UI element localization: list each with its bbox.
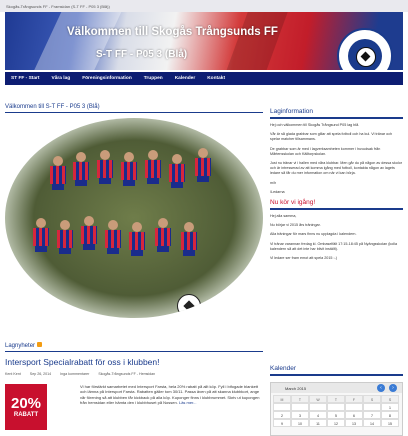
calendar-grid: [273, 395, 400, 427]
calendar-day[interactable]: [363, 403, 381, 411]
info-paragraph: Hej och välkommen till Skogås Trångsund P05 lag blå.: [270, 123, 360, 127]
site-banner: [5, 12, 403, 70]
calendar-day[interactable]: 12: [327, 419, 345, 427]
news-meta: [5, 372, 263, 376]
club-logo[interactable]: [337, 28, 393, 70]
news-paragraph: Vi tränar varannan fredag kl. Ombaselfält 17:15-18:45 på Nyängsskolan (kolla kalendern så att det inte har blivit inställt).: [270, 241, 398, 251]
calendar-weekday-row: [273, 395, 400, 403]
team-news-label: Lagnyheter: [5, 343, 36, 349]
sidebar: [270, 108, 403, 265]
sidebar-info-text: [270, 123, 403, 195]
news-article-title[interactable]: Intersport Specialrabatt för oss i klubben!: [5, 357, 160, 367]
weekday-label: F: [345, 395, 363, 403]
nav-item-vara-lag[interactable]: Våra lag: [51, 76, 71, 81]
sidebar-news-heading[interactable]: Nu kör vi igång!: [270, 199, 403, 210]
football-icon: [177, 294, 201, 318]
promo-percent: 20%: [10, 395, 42, 412]
calendar-next-icon[interactable]: ›: [389, 384, 397, 392]
calendar-prev-icon[interactable]: ‹: [377, 384, 385, 392]
flag-fold-highlight: [24, 12, 126, 70]
browser-tab-strip: [0, 0, 408, 12]
football-icon: [356, 47, 376, 67]
calendar-day[interactable]: 4: [309, 411, 327, 419]
intersport-promo-image[interactable]: [5, 384, 47, 430]
calendar-day[interactable]: 6: [345, 411, 363, 419]
weekday-label: M: [273, 395, 291, 403]
calendar-day[interactable]: 11: [309, 419, 327, 427]
news-paragraph: Alla träningar för mars finns nu upplagda i kalendern.: [270, 232, 357, 237]
weekday-label: T: [291, 395, 309, 403]
team-photo: [5, 118, 263, 318]
info-paragraph: /Ledarna: [270, 189, 285, 194]
calendar-day[interactable]: 9: [273, 419, 291, 427]
main-nav: [5, 72, 403, 85]
calendar-week-row: [273, 403, 400, 411]
site-title: Välkommen till Skogås Trångsunds FF: [67, 26, 278, 38]
news-comments[interactable]: Inga kommentarer: [60, 372, 90, 376]
nav-item-start[interactable]: ST FF - Start: [11, 76, 40, 81]
calendar-day[interactable]: 14: [363, 419, 381, 427]
calendar-day[interactable]: [291, 403, 309, 411]
calendar-day[interactable]: 10: [291, 419, 309, 427]
welcome-heading: Välkommen till S-T FF - P05 3 (Blå): [5, 104, 263, 113]
main-content: [5, 104, 263, 113]
flag-fold-shadow: [219, 12, 292, 70]
info-paragraph: De grabbar som är med i lagverksamheten kommer i huvudsak från Mårtensskolan och Källtorpskolan.: [270, 146, 381, 156]
info-paragraph: Vår är så glada grabbar som gillar att spela fotboll och ha kul. Vi tränar och spelar matcher tillsammans.: [270, 132, 393, 142]
news-paragraph: Hej alla samma,: [270, 214, 297, 219]
promo-label: RABATT: [13, 412, 39, 418]
calendar-day[interactable]: 5: [327, 411, 345, 419]
team-news-heading[interactable]: [5, 342, 263, 352]
calendar-day[interactable]: 15: [381, 419, 399, 427]
news-date: Sep 26, 2014: [29, 372, 52, 376]
news-author[interactable]: Kent Kent: [5, 372, 21, 376]
news-article-text: Vi har förstärkt samarbetet med Intersport Farsta, hela 20% rabatt på allt köp. Fyll i bifogade blankett och lämna på Intersport Farsta. Rabatten gäller tom 30/11. Passa även på att skanna klubbkort, ange vår förening så att klubben får kickback på alla köp. Kuponger finns i klubbrummet. Skriv ut kupongen från hemsidan eller hämta den i klubbhuset på Nossen.: [80, 384, 260, 405]
rss-icon[interactable]: [37, 342, 42, 347]
read-more-link[interactable]: Läs mer...: [178, 399, 197, 405]
calendar-header: [271, 383, 402, 393]
info-paragraph: Just nu tränar vi i hallen med våra klubbar. Men går du på någon av dessa skolor och är intresserad av att komma igång med fotboll, kontakta någon av lagets ledare så får du mer information om när vi kan börja.: [270, 161, 403, 176]
weekday-label: S: [363, 395, 381, 403]
nav-item-truppen[interactable]: Truppen: [143, 76, 163, 81]
calendar-day[interactable]: 2: [273, 411, 291, 419]
weekday-label: T: [327, 395, 345, 403]
calendar-heading: Kalender: [270, 365, 403, 376]
calendar-month: March 2015: [285, 386, 307, 391]
calendar-day[interactable]: [273, 403, 291, 411]
calendar-day[interactable]: 8: [381, 411, 399, 419]
team-news-header: [5, 342, 263, 352]
calendar-widget: [270, 365, 403, 436]
news-article-body: [80, 384, 265, 405]
calendar-day[interactable]: [345, 403, 363, 411]
info-paragraph: m/h: [270, 180, 277, 185]
calendar-day[interactable]: 7: [363, 411, 381, 419]
news-category[interactable]: Skogås-Trångsunds FF - Hemsidan: [98, 372, 156, 376]
sidebar-news-text: [270, 214, 403, 261]
sidebar-info-heading: Laginformation: [270, 108, 403, 119]
site-subtitle: S-T FF - P05 3 (Blå): [96, 49, 188, 60]
calendar-day[interactable]: 1: [381, 403, 399, 411]
news-paragraph: Vi ledare ser fram emot att spela 2015 :-): [270, 256, 337, 261]
weekday-label: S: [381, 395, 399, 403]
calendar-week-row: [273, 419, 400, 427]
calendar-day[interactable]: [309, 403, 327, 411]
nav-item-kontakt[interactable]: Kontakt: [207, 76, 226, 81]
calendar-box: [270, 382, 403, 436]
calendar-week-row: [273, 411, 400, 419]
calendar-day[interactable]: 13: [345, 419, 363, 427]
calendar-day[interactable]: [327, 403, 345, 411]
nav-item-foreningsinformation[interactable]: Föreningsinformation: [82, 76, 132, 81]
nav-item-kalender[interactable]: Kalender: [174, 76, 196, 81]
news-paragraph: Nu börjar vi 2015 års träningar.: [270, 223, 321, 228]
browser-tab-title[interactable]: Skogås-Trångsunds FF - Framsidan (S-T FF - P05 3 (Blå)): [6, 4, 110, 9]
calendar-day[interactable]: 3: [291, 411, 309, 419]
weekday-label: W: [309, 395, 327, 403]
